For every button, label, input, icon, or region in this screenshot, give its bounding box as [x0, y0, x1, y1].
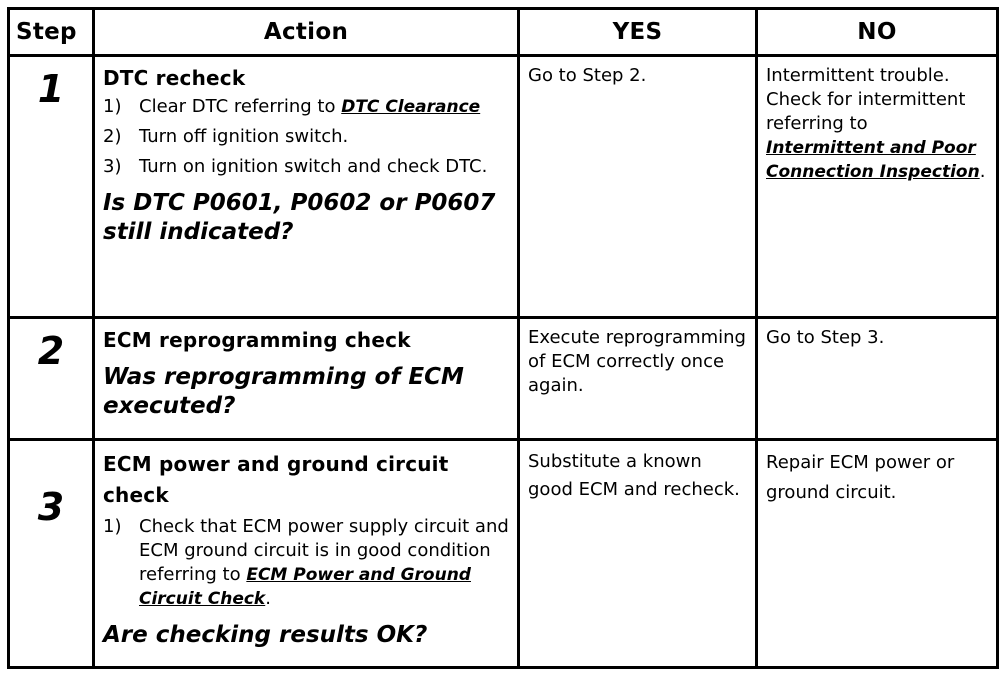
- yes-cell: Go to Step 2.: [519, 56, 757, 318]
- action-step-item: [103, 95, 509, 119]
- action-cell: [94, 56, 519, 318]
- step-number: 2: [37, 329, 65, 373]
- ecm-power-ground-check-link[interactable]: ECM Power and Ground Circuit Check: [139, 565, 471, 609]
- action-steps: [103, 95, 509, 179]
- no-cell: [757, 56, 998, 318]
- action-question: Was reprogramming of ECM executed?: [103, 364, 464, 419]
- step-cell: [9, 56, 94, 318]
- step-number: 1: [37, 67, 65, 111]
- item-number: 3): [103, 156, 122, 177]
- item-text-pre: Clear DTC referring to: [139, 96, 342, 117]
- header-yes: YES: [519, 9, 757, 56]
- yes-cell: Execute reprogramming of ECM correctly once again.: [519, 318, 757, 440]
- item-number: 1): [103, 516, 122, 537]
- header-no: NO: [757, 9, 998, 56]
- step-cell: [9, 318, 94, 440]
- action-cell: [94, 440, 519, 668]
- item-number: 1): [103, 96, 122, 117]
- table-row: [9, 56, 998, 318]
- item-text: [139, 515, 509, 611]
- action-step-item: [103, 155, 509, 179]
- header-row: [9, 9, 998, 56]
- step-number: 3: [37, 485, 65, 529]
- step-cell: [9, 440, 94, 668]
- header-step: Step: [9, 9, 94, 56]
- no-text-post: .: [979, 161, 986, 182]
- yes-cell: Substitute a known good ECM and recheck.: [519, 440, 757, 668]
- table-row: [9, 440, 998, 668]
- item-number: 2): [103, 126, 122, 147]
- item-text: Turn off ignition switch.: [139, 126, 349, 147]
- diagnostic-table: [7, 7, 999, 669]
- action-title: DTC recheck: [103, 66, 246, 90]
- no-cell: Repair ECM power or ground circuit.: [757, 440, 998, 668]
- action-question: Is DTC P0601, P0602 or P0607 still indicated?: [103, 190, 496, 245]
- header-action: Action: [94, 9, 519, 56]
- table-row: [9, 318, 998, 440]
- action-step-item: [103, 125, 509, 149]
- item-text-post: .: [265, 588, 271, 609]
- no-cell: Go to Step 3.: [757, 318, 998, 440]
- action-cell: [94, 318, 519, 440]
- item-text-pre: Check that ECM power supply circuit and ECM ground circuit is in good condition referring to: [139, 516, 509, 585]
- no-text-pre: Intermittent trouble. Check for intermittent referring to: [766, 65, 966, 134]
- intermittent-inspection-link[interactable]: Intermittent and Poor Connection Inspection: [766, 138, 980, 182]
- action-question: Are checking results OK?: [103, 622, 428, 648]
- item-text: [139, 95, 509, 119]
- action-step-item: [103, 515, 509, 611]
- dtc-clearance-link[interactable]: DTC Clearance: [341, 97, 481, 117]
- action-title: ECM reprogramming check: [103, 328, 411, 352]
- action-title: ECM power and ground circuit check: [103, 452, 449, 507]
- action-steps: [103, 515, 509, 611]
- item-text: Turn on ignition switch and check DTC.: [139, 156, 488, 177]
